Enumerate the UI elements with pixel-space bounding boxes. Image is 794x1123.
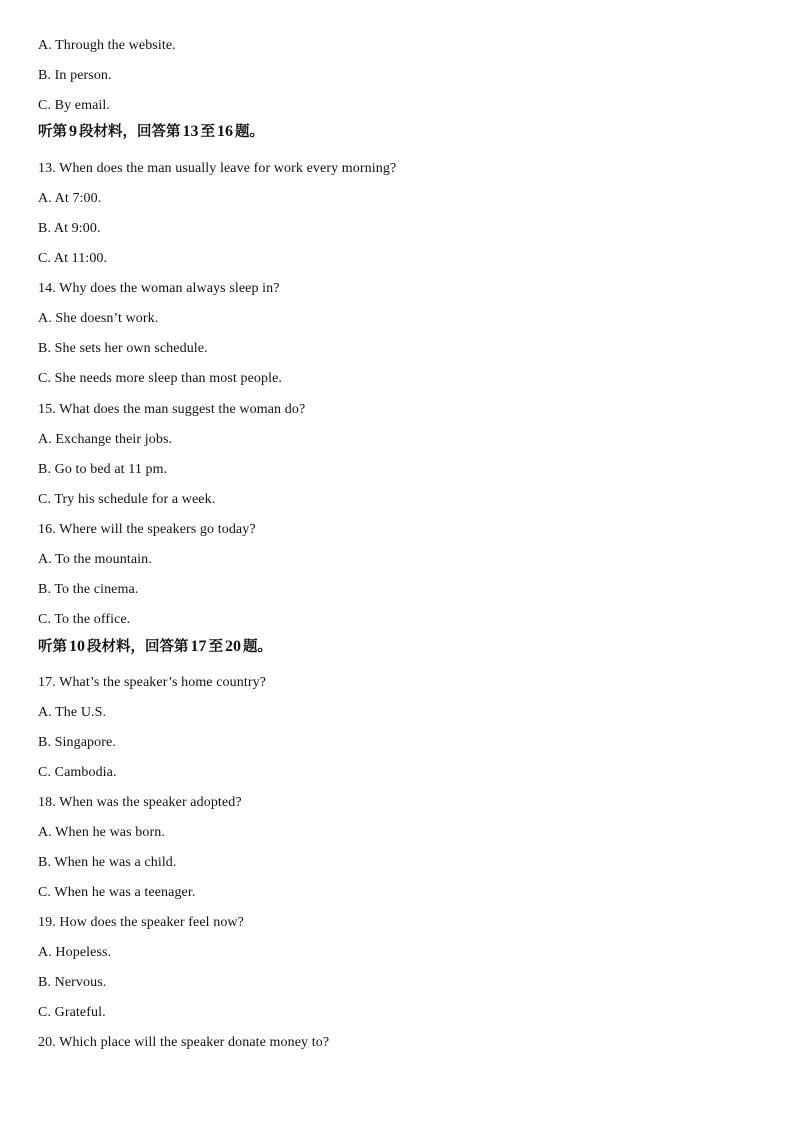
option-17a: A. The U.S.	[38, 705, 107, 720]
option-13a: A. At 7:00.	[38, 191, 102, 206]
option-14a: A. She doesn’t work.	[38, 311, 159, 326]
option-16a: A. To the mountain.	[38, 552, 152, 567]
option-12b: B. In person.	[38, 68, 112, 83]
option-15b: B. Go to bed at 11 pm.	[38, 462, 168, 477]
option-19a: A. Hopeless.	[38, 945, 112, 960]
question-14: 14. Why does the woman always sleep in?	[38, 281, 280, 296]
question-20: 20. Which place will the speaker donate money to?	[38, 1035, 330, 1050]
option-17b: B. Singapore.	[38, 735, 116, 750]
option-14c: C. She needs more sleep than most people.	[38, 371, 282, 386]
question-19: 19. How does the speaker feel now?	[38, 915, 244, 930]
option-12c: C. By email.	[38, 98, 110, 113]
option-13c: C. At 11:00.	[38, 251, 108, 266]
option-19c: C. Grateful.	[38, 1005, 106, 1020]
question-17: 17. What’s the speaker’s home country?	[38, 675, 266, 690]
section-heading-10: 听第 10 段材料，回答第 17 至 20 题。	[38, 638, 272, 655]
option-18c: C. When he was a teenager.	[38, 885, 196, 900]
option-18a: A. When he was born.	[38, 825, 165, 840]
question-18: 18. When was the speaker adopted?	[38, 795, 242, 810]
option-17c: C. Cambodia.	[38, 765, 117, 780]
option-15a: A. Exchange their jobs.	[38, 432, 173, 447]
option-14b: B. She sets her own schedule.	[38, 341, 208, 356]
question-16: 16. Where will the speakers go today?	[38, 522, 256, 537]
option-16c: C. To the office.	[38, 612, 131, 627]
option-12a: A. Through the website.	[38, 38, 176, 53]
option-13b: B. At 9:00.	[38, 221, 101, 236]
option-16b: B. To the cinema.	[38, 582, 139, 597]
question-15: 15. What does the man suggest the woman do?	[38, 402, 306, 417]
option-18b: B. When he was a child.	[38, 855, 177, 870]
section-heading-9: 听第 9 段材料，回答第 13 至 16 题。	[38, 123, 264, 140]
option-19b: B. Nervous.	[38, 975, 107, 990]
option-15c: C. Try his schedule for a week.	[38, 492, 216, 507]
question-13: 13. When does the man usually leave for work every morning?	[38, 161, 397, 176]
